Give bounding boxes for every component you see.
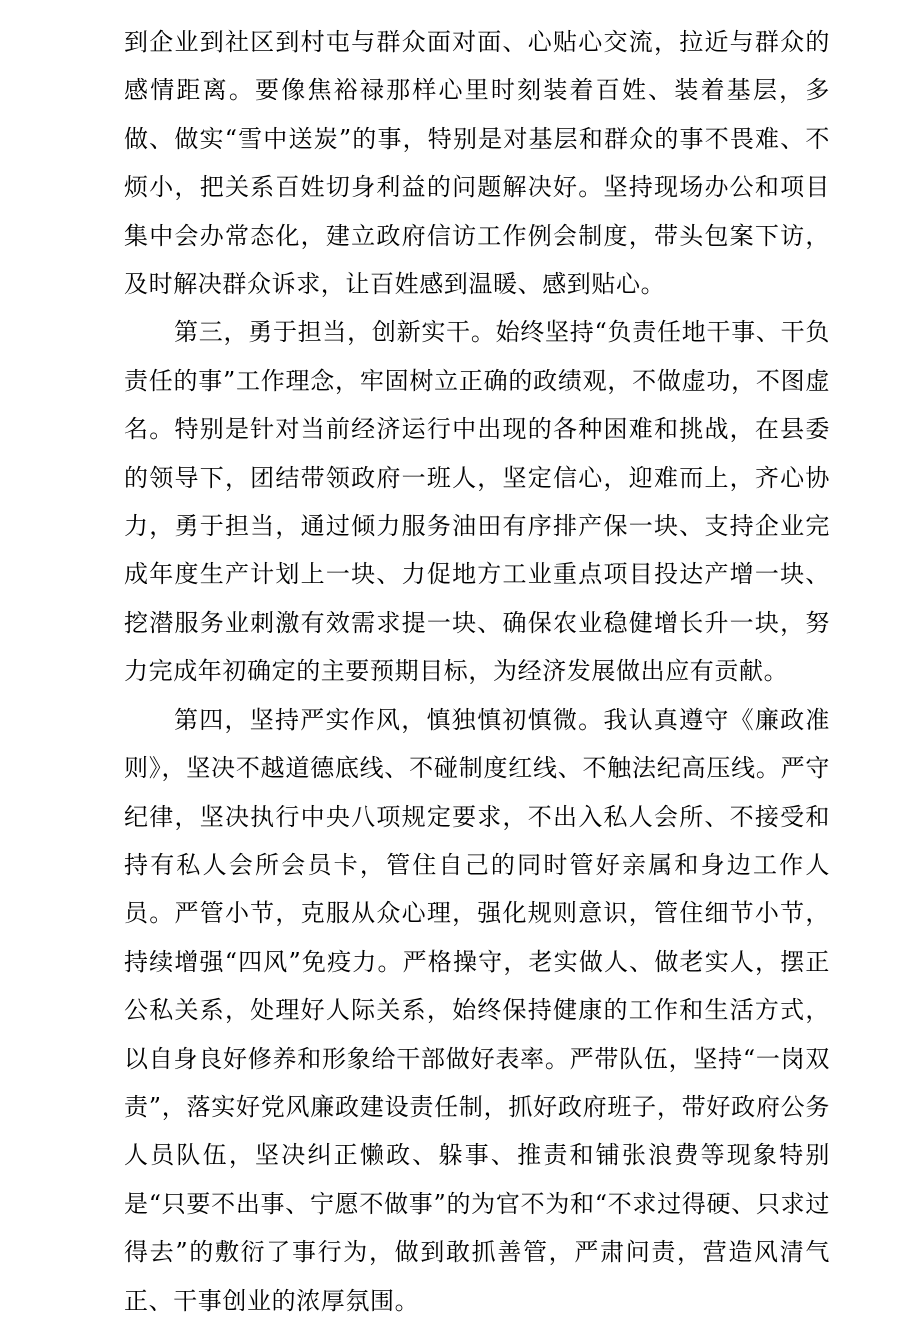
paragraph-1: 到企业到社区到村屯与群众面对面、心贴心交流，拉近与群众的感情距离。要像焦裕禄那样心里时刻装着百姓、装着基层，多做、做实“雪中送炭”的事，特别是对基层和群众的事不畏难、不烦小，把关系百姓切身利益的问题解决好。坚持现场办公和项目集中会办常态化，建立政府信访工作例会制度，带头包案下访，及时解决群众诉求，让百姓感到温暖、感到贴心。 <box>124 28 830 299</box>
paragraph-3: 第四，坚持严实作风，慎独慎初慎微。我认真遵守《廉政准则》，坚决不越道德底线、不碰制度红线、不触法纪高压线。严守纪律，坚决执行中央八项规定要求，不出入私人会所、不接受和持有私人会所会员卡，管住自己的同时管好亲属和身边工作人员。严管小节，克服从众心理，强化规则意识，管住细节小节，持续增强“四风”免疫力。严格操守，老实做人、做老实人，摆正公私关系，处理好人际关系，始终保持健康的工作和生活方式，以自身良好修养和形象给干部做好表率。严带队伍，坚持“一岗双责”，落实好党风廉政建设责任制，抓好政府班子，带好政府公务人员队伍，坚决纠正懒政、躲事、推责和铺张浪费等现象特别是“只要不出事、宁愿不做事”的为官不为和“不求过得硬、只求过得去”的敷衍了事行为，做到敢抓善管，严肃问责，营造风清气正、干事创业的浓厚氛围。 <box>124 705 830 1315</box>
paragraph-2: 第三，勇于担当，创新实干。始终坚持“负责任地干事、干负责任的事”工作理念，牢固树立正确的政绩观，不做虚功，不图虚名。特别是针对当前经济运行中出现的各种困难和挑战，在县委的领导下，团结带领政府一班人，坚定信心，迎难而上，齐心协力，勇于担当，通过倾力服务油田有序排产保一块、支持企业完成年度生产计划上一块、力促地方工业重点项目投达产增一块、挖潜服务业刺激有效需求提一块、确保农业稳健增长升一块，努力完成年初确定的主要预期目标，为经济发展做出应有贡献。 <box>124 318 830 686</box>
document-body <box>124 18 830 1325</box>
